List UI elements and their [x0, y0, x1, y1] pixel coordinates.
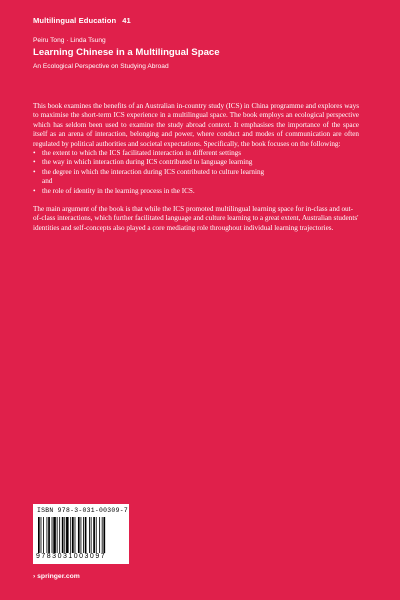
- barcode-bar: [66, 517, 69, 553]
- barcode-number: 9783031003097: [36, 553, 107, 560]
- blurb-paragraph-2: The main argument of the book is that while the ICS promoted multilingual learning space for in-class and out-of-class interactions, which further facilitated language and culture learning to a great extent, Australian students' identities and self-concepts also played a core mediating role throughout individual learning trajectories.: [33, 205, 359, 232]
- focus-bullet: • the extent to which the ICS facilitated interaction in different settings: [33, 149, 359, 158]
- barcode-bar: [99, 517, 100, 553]
- barcode-bar: [72, 517, 74, 553]
- barcode-bar: [89, 517, 90, 553]
- barcode-bar: [91, 517, 92, 553]
- focus-bullet-list: [33, 149, 359, 177]
- focus-bullet: • the role of identity in the learning process in the ICS.: [33, 187, 359, 196]
- book-authors: Peiru Tong · Linda Tsung: [33, 37, 106, 44]
- barcode-bar: [47, 517, 48, 553]
- barcode-bar: [96, 517, 97, 553]
- isbn-label: ISBN 978-3-031-00309-7: [37, 507, 128, 514]
- barcode-bar: [59, 517, 60, 553]
- blurb-text: [33, 102, 359, 233]
- blurb-paragraph-1: This book examines the benefits of an Australian in-country study (ICS) in China programme and explores ways to maximise the short-term ICS experience in a multilingual space. The book employs an ecological perspective which has seldom been used to examine the study abroad context. It emphasises the importance of the space itself as an arena of interaction, belonging and power, where conduct and modes of communication are often regulated by political authorities and societal expectations. Specifically, the book focuses on the following:: [33, 102, 359, 148]
- barcode-bar: [93, 517, 95, 553]
- barcode-bar: [81, 517, 82, 553]
- barcode-bars: [37, 517, 125, 553]
- barcode-bar: [41, 517, 42, 553]
- barcode-bar: [75, 517, 76, 553]
- series-name: Multilingual Education: [33, 16, 117, 25]
- barcode-bar: [102, 517, 103, 553]
- focus-bullet-list-last: [33, 187, 359, 196]
- focus-bullet: • the degree in which the interaction during ICS contributed to culture learning: [33, 168, 359, 177]
- series-heading: [33, 16, 131, 25]
- series-volume: 41: [122, 16, 131, 25]
- book-title: Learning Chinese in a Multilingual Space: [33, 47, 220, 58]
- barcode-bar: [83, 517, 84, 553]
- publisher-url: › springer.com: [33, 573, 80, 580]
- barcode-bar: [52, 517, 53, 553]
- isbn-barcode: [33, 504, 129, 564]
- barcode-bar: [62, 517, 64, 553]
- barcode-bar: [103, 517, 105, 553]
- barcode-bar: [70, 517, 71, 553]
- barcode-bar: [48, 517, 50, 553]
- barcode-bar: [85, 517, 87, 553]
- focus-bullet: • the way in which interaction during ICS contributed to language learning: [33, 158, 359, 167]
- barcode-bar: [64, 517, 65, 553]
- book-subtitle: An Ecological Perspective on Studying Abroad: [33, 63, 169, 70]
- barcode-bar: [38, 517, 40, 553]
- barcode-bar: [78, 517, 80, 553]
- barcode-bar: [43, 517, 44, 553]
- barcode-bar: [57, 517, 58, 553]
- bullet-connector: and: [42, 177, 53, 186]
- barcode-bar: [53, 517, 56, 553]
